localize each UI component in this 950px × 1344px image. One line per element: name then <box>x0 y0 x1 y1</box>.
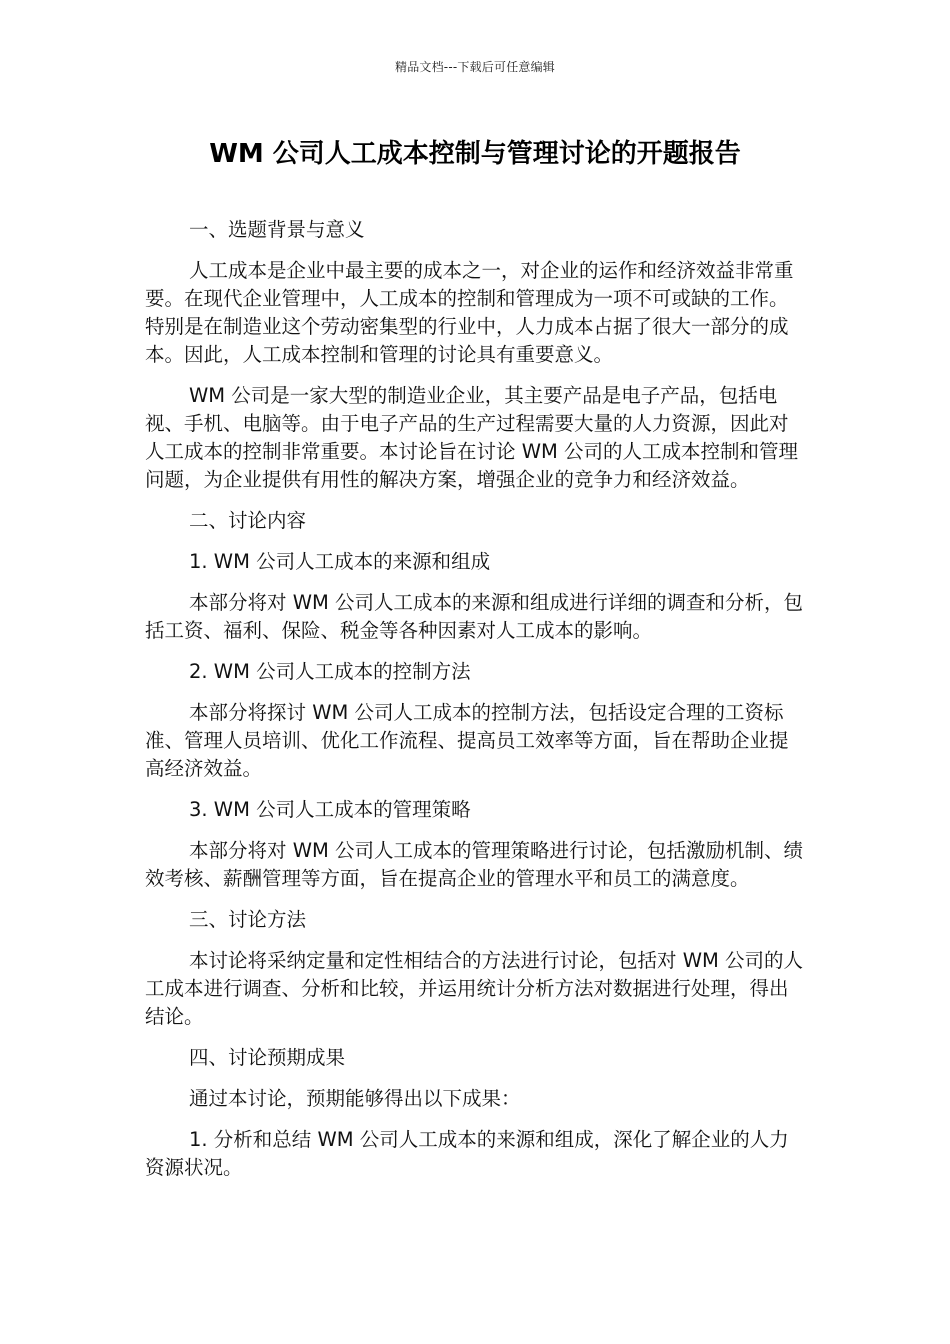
paragraph-expected-intro: 通过本讨论，预期能够得出以下成果： <box>189 1087 521 1110</box>
section-heading-content: 二、讨论内容 <box>189 509 307 532</box>
paragraph-expected-result-1: 1. 分析和总结 WM 公司人工成本的来源和组成，深化了解企业的人力资源状况。 <box>145 1128 789 1179</box>
paragraph-background-1: 人工成本是企业中最主要的成本之一，对企业的运作和经济效益非常重要。在现代企业管理中，人工成本的控制和管理成为一项不可或缺的工作。特别是在制造业这个劳动密集型的行业中，人力成本占据了很大一部分的成本。因此，人工成本控制和管理的讨论具有重要意义。 <box>145 259 794 366</box>
section-heading-background: 一、选题背景与意义 <box>189 218 365 241</box>
section-heading-expected-results: 四、讨论预期成果 <box>189 1046 346 1069</box>
section-heading-method: 三、讨论方法 <box>189 908 307 931</box>
paragraph-management-strategy: 本部分将对 WM 公司人工成本的管理策略进行讨论，包括激励机制、绩效考核、薪酬管理等方面，旨在提高企业的管理水平和员工的满意度。 <box>145 839 804 890</box>
page-header-watermark: 精品文档---下载后可任意编辑 <box>395 60 555 74</box>
paragraph-control-methods: 本部分将探讨 WM 公司人工成本的控制方法，包括设定合理的工资标准、管理人员培训、优化工作流程、提高员工效率等方面，旨在帮助企业提高经济效益。 <box>145 701 789 780</box>
subheading-cost-sources: 1. WM 公司人工成本的来源和组成 <box>189 550 491 573</box>
subheading-management-strategy: 3. WM 公司人工成本的管理策略 <box>189 798 471 821</box>
paragraph-method: 本讨论将采纳定量和定性相结合的方法进行讨论，包括对 WM 公司的人工成本进行调查、分析和比较，并运用统计分析方法对数据进行处理，得出结论。 <box>145 949 804 1028</box>
paragraph-background-2: WM 公司是一家大型的制造业企业，其主要产品是电子产品，包括电视、手机、电脑等。由于电子产品的生产过程需要大量的人力资源，因此对人工成本的控制非常重要。本讨论旨在讨论 WM 公司的人工成本控制和管理问题，为企业提供有用性的解决方案，增强企业的竞争力和经济效益。 <box>145 384 799 491</box>
paragraph-cost-sources: 本部分将对 WM 公司人工成本的来源和组成进行详细的调查和分析，包括工资、福利、保险、税金等各种因素对人工成本的影响。 <box>145 591 804 642</box>
document-body <box>145 216 805 1195</box>
subheading-control-methods: 2. WM 公司人工成本的控制方法 <box>189 660 471 683</box>
document-title: WM 公司人工成本控制与管理讨论的开题报告 <box>209 139 741 169</box>
